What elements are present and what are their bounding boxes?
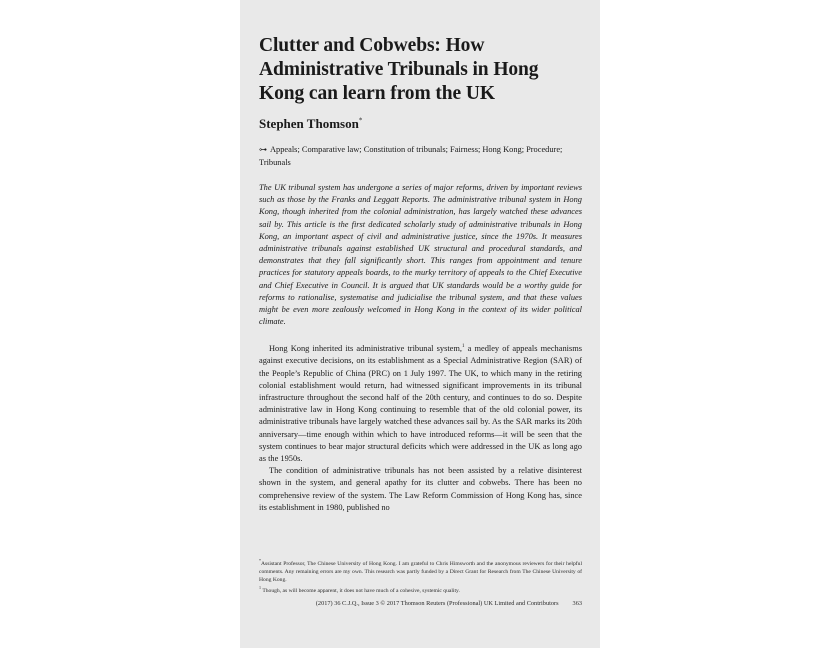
body-paragraph: The condition of administrative tribunals has not been assisted by a relative disinterest shown in the system, and general apathy for its clutter and cobwebs. There has been no comprehensive review of the system. The Law Reform Commission of Hong Kong has, since its establishment in 1980, published no	[259, 466, 582, 512]
footnote-mark: 1	[259, 584, 261, 590]
paragraph-text: a medley of appeals mechanisms against executive decisions, on its establishment as a Special Administrative Region (SAR) of the People’s Republic of China (PRC) on 1 July 1997. The UK, to which many in the retiring colonial establishment would return, had witnessed significant improvements in its tribunal infrastructure throughout the second half of the 20th century, and continues to do so. Despite administrative law in Hong Kong continuing to resemble that of the old colonial power, its administrative tribunals have largely watched these advances sail by. As the SAR marks its 20th anniversary—time enough within which to have introduced reforms—it will be seen that the system continues to bear major structural deficits which were addressed in the UK as long ago as the 1950s.	[259, 344, 582, 464]
document-page	[240, 0, 600, 648]
paragraph-text: Hong Kong inherited its administrative tribunal system,	[269, 344, 462, 354]
page-number: 363	[572, 600, 582, 607]
author-line	[259, 116, 582, 132]
keywords	[259, 144, 582, 169]
footnote	[259, 584, 582, 595]
footnote-text: Assistant Professor, The Chinese University of Hong Kong. I am grateful to Chris Himsworth and the anonymous reviewers for their helpful comments. Any remaining errors are my own. This research was partly funded by a Direct Grant for Research from The Chinese University of Hong Kong.	[259, 560, 582, 583]
body-paragraph	[259, 341, 582, 465]
author-footnote-mark: *	[358, 116, 363, 125]
footer-citation: (2017) 36 C.J.Q., Issue 3 © 2017 Thomson Reuters (Professional) UK Limited and Contributors	[315, 600, 559, 607]
keywords-text: Appeals; Comparative law; Constitution of tribunals; Fairness; Hong Kong; Procedure; Tribunals	[259, 145, 563, 167]
article-title: Clutter and Cobwebs: How Administrative Tribunals in Hong Kong can learn from the UK	[259, 35, 539, 104]
footnote-text: Though, as will become apparent, it does not have much of a cohesive, systemic quality.	[262, 587, 460, 594]
footnote-reference: 1	[462, 344, 465, 350]
author-name: Stephen Thomson	[259, 116, 359, 131]
article-body	[259, 341, 582, 514]
page-footer	[259, 600, 582, 607]
abstract: The UK tribunal system has undergone a series of major reforms, driven by important reviews such as those by the Franks and Leggatt Reports. The administrative tribunal system in Hong Kong, though inherited from the colonial administration, has largely watched these advances sail by. This article is the first dedicated scholarly study of administrative tribunals in Hong Kong, an important aspect of civil and administrative justice, since the 1970s. It measures administrative tribunals against established UK structural and procedural standards, and demonstrates that they fall significantly short. This ranges from appointment and tenure practices for statutory appeals boards, to the murky territory of appeals to the Chief Executive and Chief Executive in Council. It is argued that UK standards would be a worthy guide for reforms to rationalise, systematise and judicialise the tribunal system, and that these values might be even more zealously welcomed in Hong Kong in the context of its wider political climate.	[259, 183, 582, 327]
page-content	[259, 34, 582, 514]
footnotes	[259, 557, 582, 595]
key-icon: ⊶	[259, 145, 267, 154]
footnote-mark: *	[259, 558, 261, 563]
footnote	[259, 557, 582, 584]
